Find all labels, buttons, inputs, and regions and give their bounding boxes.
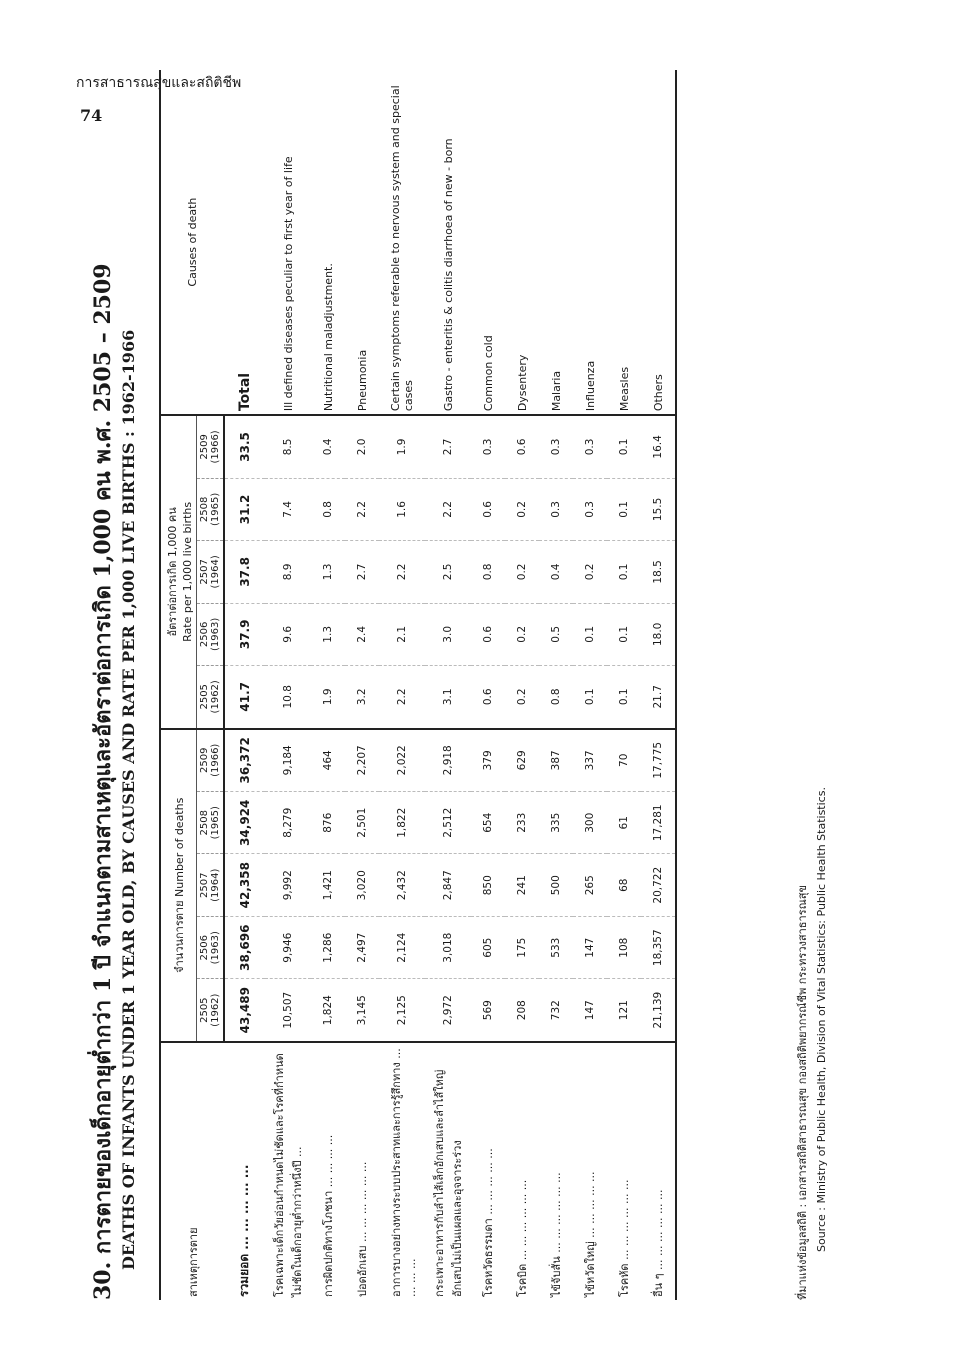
deaths-cell: 3,145 xyxy=(345,979,379,1042)
rate-cell: 33.5 xyxy=(224,415,265,478)
rate-cell: 31.2 xyxy=(224,478,265,540)
rate-cell: 0.4 xyxy=(539,541,573,603)
year-be: 2508 xyxy=(199,496,210,523)
rate-cell: 2.0 xyxy=(345,415,379,478)
rate-cell: 0.2 xyxy=(505,478,539,540)
rate-cell: 0.5 xyxy=(539,603,573,665)
cause-thai: การผิดปกติทางโภชนา ... ... ... ... xyxy=(322,1134,335,1297)
year-be: 2508 xyxy=(199,810,210,836)
table-row xyxy=(265,70,311,1300)
deaths-cell: 500 xyxy=(539,854,573,916)
rate-cell: 0.6 xyxy=(505,415,539,478)
deaths-cell: 533 xyxy=(539,916,573,978)
deaths-cell: 2,972 xyxy=(425,979,471,1042)
year-ce: (1964) xyxy=(210,868,221,902)
cause-thai: รวมยอด ... ... ... ... ... xyxy=(237,1164,251,1297)
rates-year-header xyxy=(197,478,225,540)
deaths-group-header: จำนวนการตาย Number of deaths xyxy=(160,729,197,1042)
deaths-cell: 2,847 xyxy=(425,854,471,916)
rates-year-header xyxy=(197,415,225,478)
title-thai: 30. การตายของเด็กอายุต่ำกว่า 1 ปี จำแนกตามสาเหตุและอัตราต่อการเกิด 1,000 คน พ.ศ. 2505 – 2509 xyxy=(90,263,116,1300)
deaths-cell: 34,924 xyxy=(224,792,265,854)
deaths-cell: 850 xyxy=(471,854,505,916)
rate-cell: 21.7 xyxy=(641,666,676,729)
page-number: 74 xyxy=(80,106,103,125)
deaths-cell: 1,824 xyxy=(311,979,345,1042)
cause-thai: โรคเฉพาะเด็กวัยอ่อนกำหนดไม่ชัดและโรคที่กำหนดไม่ชัดในเด็กอายุต่ำกว่าหนึ่งปี ... xyxy=(273,1053,304,1297)
deaths-cell: 121 xyxy=(607,979,641,1042)
rate-cell: 8.5 xyxy=(265,415,311,478)
title-english: DEATHS OF INFANTS UNDER 1 YEAR OLD, BY CAUSES AND RATE PER 1,000 LIVE BIRTHS : 1962-1966 xyxy=(119,329,138,1270)
deaths-cell: 2,125 xyxy=(379,979,425,1042)
table-body xyxy=(224,70,676,1300)
deaths-cell: 147 xyxy=(573,916,607,978)
deaths-cell: 3,020 xyxy=(345,854,379,916)
cause-thai: โรคหวัดธรรมดา ... ... ... ... ... xyxy=(482,1148,495,1297)
rate-cell: 0.8 xyxy=(539,666,573,729)
year-be: 2507 xyxy=(199,872,210,898)
rate-cell: 1.9 xyxy=(311,666,345,729)
cause-english: Total xyxy=(224,70,265,415)
rate-cell: 1.3 xyxy=(311,541,345,603)
rate-cell: 8.9 xyxy=(265,541,311,603)
deaths-year-header xyxy=(197,979,225,1042)
deaths-cell: 20,722 xyxy=(641,854,676,916)
running-head: การสาธารณสุขและสถิติชีพ xyxy=(76,75,242,91)
cause-thai: อาการบางอย่างทางระบบประสาทและการรู้สึกทาง ... ... ... ... xyxy=(389,1048,418,1297)
cause-english: Malaria xyxy=(539,70,573,415)
deaths-cell: 337 xyxy=(573,729,607,792)
deaths-cell: 147 xyxy=(573,979,607,1042)
table-row xyxy=(641,70,676,1300)
deaths-cell: 18,357 xyxy=(641,916,676,978)
deaths-cell: 233 xyxy=(505,792,539,854)
year-be: 2505 xyxy=(199,684,210,710)
table-row xyxy=(607,70,641,1300)
cause-english: Influenza xyxy=(573,70,607,415)
year-ce: (1966) xyxy=(210,743,221,777)
year-ce: (1965) xyxy=(210,806,221,840)
table-row xyxy=(224,70,265,1300)
deaths-cell: 1,286 xyxy=(311,916,345,978)
rate-cell: 9.6 xyxy=(265,603,311,665)
rate-cell: 0.1 xyxy=(573,603,607,665)
rate-cell: 18.5 xyxy=(641,541,676,603)
rate-cell: 0.1 xyxy=(573,666,607,729)
deaths-cell: 265 xyxy=(573,854,607,916)
rate-cell: 37.8 xyxy=(224,541,265,603)
table-row xyxy=(505,70,539,1300)
deaths-cell: 1,421 xyxy=(311,854,345,916)
cause-english: Pneumonia xyxy=(345,70,379,415)
rate-cell: 0.3 xyxy=(573,415,607,478)
table-row xyxy=(345,70,379,1300)
rate-cell: 0.2 xyxy=(505,541,539,603)
cause-thai: ปอดอักเสบ ... ... ... ... ... ... xyxy=(356,1161,369,1297)
cause-english: Certain symptoms referable to nervous system and special cases xyxy=(379,70,425,415)
source-thai: ที่มาแห่งข้อมูลสถิติ : เอกสารสถิติสาธารณสุข กองสถิติพยากรณ์ชีพ กระทรวงสาธารณสุข xyxy=(796,884,809,1300)
year-be: 2509 xyxy=(199,434,210,460)
rate-cell: 3.2 xyxy=(345,666,379,729)
cause-thai: อื่น ๆ ... ... ... ... ... ... xyxy=(641,1042,676,1300)
table-row xyxy=(539,70,573,1300)
deaths-cell: 2,497 xyxy=(345,916,379,978)
deaths-cell: 43,489 xyxy=(224,979,265,1042)
rate-cell: 15.5 xyxy=(641,478,676,540)
deaths-cell: 569 xyxy=(471,979,505,1042)
cause-english: Gastro - enteritis & colitis diarrhoea of new - born xyxy=(425,70,471,415)
deaths-cell: 876 xyxy=(311,792,345,854)
deaths-cell: 175 xyxy=(505,916,539,978)
year-be: 2507 xyxy=(199,559,210,585)
cause-thai: กระเพาะอาหารกับลำไส้เล็กอักเสบและลำไส้ใหญ่อักเสบไม่เป็นแผลและอุจจาระร่วง xyxy=(433,1069,464,1297)
table-row xyxy=(379,70,425,1300)
deaths-year-header xyxy=(197,792,225,854)
rate-cell: 0.3 xyxy=(539,478,573,540)
deaths-cell: 9,992 xyxy=(265,854,311,916)
deaths-cell: 17,775 xyxy=(641,729,676,792)
cause-english: Measles xyxy=(607,70,641,415)
deaths-year-header xyxy=(197,854,225,916)
deaths-cell: 42,358 xyxy=(224,854,265,916)
rate-cell: 2.1 xyxy=(379,603,425,665)
cause-header-thai: สาเหตุการตาย xyxy=(160,1042,224,1300)
cause-english: Nutritional maladjustment. xyxy=(311,70,345,415)
infant-deaths-table xyxy=(159,70,677,1300)
rates-year-header xyxy=(197,603,225,665)
deaths-cell: 379 xyxy=(471,729,505,792)
rate-cell: 0.3 xyxy=(539,415,573,478)
deaths-cell: 335 xyxy=(539,792,573,854)
deaths-cell: 70 xyxy=(607,729,641,792)
deaths-cell: 241 xyxy=(505,854,539,916)
rate-cell: 2.7 xyxy=(425,415,471,478)
rate-cell: 3.1 xyxy=(425,666,471,729)
rate-cell: 2.4 xyxy=(345,603,379,665)
cause-thai: โรคหัด ... ... ... ... ... ... xyxy=(618,1179,631,1297)
cause-english: Others xyxy=(641,70,676,415)
deaths-cell: 208 xyxy=(505,979,539,1042)
deaths-cell: 10,507 xyxy=(265,979,311,1042)
rate-cell: 37.9 xyxy=(224,603,265,665)
deaths-cell: 38,696 xyxy=(224,916,265,978)
deaths-cell: 654 xyxy=(471,792,505,854)
year-ce: (1963) xyxy=(210,617,221,651)
rate-cell: 2.7 xyxy=(345,541,379,603)
rate-cell: 0.8 xyxy=(471,541,505,603)
deaths-year-header xyxy=(197,916,225,978)
cause-header-english: Causes of death xyxy=(160,70,224,415)
rate-cell: 1.9 xyxy=(379,415,425,478)
deaths-cell: 387 xyxy=(539,729,573,792)
deaths-cell: 3,018 xyxy=(425,916,471,978)
deaths-cell: 732 xyxy=(539,979,573,1042)
table-row xyxy=(425,70,471,1300)
deaths-cell: 629 xyxy=(505,729,539,792)
deaths-cell: 2,501 xyxy=(345,792,379,854)
rate-cell: 2.2 xyxy=(425,478,471,540)
deaths-cell: 108 xyxy=(607,916,641,978)
rate-cell: 0.1 xyxy=(607,415,641,478)
year-ce: (1963) xyxy=(210,931,221,965)
year-ce: (1964) xyxy=(210,555,221,589)
deaths-cell: 2,512 xyxy=(425,792,471,854)
year-be: 2506 xyxy=(199,934,210,961)
deaths-cell: 605 xyxy=(471,916,505,978)
rate-cell: 0.6 xyxy=(471,666,505,729)
deaths-cell: 2,918 xyxy=(425,729,471,792)
deaths-cell: 9,946 xyxy=(265,916,311,978)
year-ce: (1962) xyxy=(210,993,221,1027)
year-ce: (1966) xyxy=(210,430,221,464)
rate-cell: 0.3 xyxy=(471,415,505,478)
year-ce: (1965) xyxy=(210,492,221,527)
rate-cell: 0.1 xyxy=(607,666,641,729)
table-row xyxy=(471,70,505,1300)
rate-header-thai: อัตราต่อการเกิด 1,000 คน xyxy=(166,507,179,637)
rate-cell: 2.2 xyxy=(345,478,379,540)
table-row xyxy=(573,70,607,1300)
rate-cell: 0.2 xyxy=(505,666,539,729)
rate-cell: 0.1 xyxy=(607,603,641,665)
deaths-year-header xyxy=(197,729,225,792)
deaths-cell: 21,139 xyxy=(641,979,676,1042)
rate-cell: 0.2 xyxy=(505,603,539,665)
table-row xyxy=(311,70,345,1300)
cause-thai: ไข้จับสั่น ... ... ... ... ... ... xyxy=(550,1172,563,1297)
rate-cell: 16.4 xyxy=(641,415,676,478)
rotated-table-page xyxy=(75,70,875,1300)
cause-english: Common cold xyxy=(471,70,505,415)
rate-header-english: Rate per 1,000 live births xyxy=(181,501,194,642)
rate-cell: 0.6 xyxy=(471,603,505,665)
deaths-cell: 300 xyxy=(573,792,607,854)
rate-cell: 41.7 xyxy=(224,666,265,729)
deaths-cell: 61 xyxy=(607,792,641,854)
rate-cell: 0.1 xyxy=(607,541,641,603)
rate-cell: 0.1 xyxy=(607,478,641,540)
year-be: 2505 xyxy=(199,997,210,1023)
rate-cell: 2.2 xyxy=(379,666,425,729)
deaths-cell: 2,432 xyxy=(379,854,425,916)
rate-cell: 10.8 xyxy=(265,666,311,729)
deaths-cell: 36,372 xyxy=(224,729,265,792)
deaths-cell: 1,822 xyxy=(379,792,425,854)
year-ce: (1962) xyxy=(210,680,221,714)
cause-thai: ไข้หวัดใหญ่ ... ... ... ... ... xyxy=(584,1171,597,1297)
rate-cell: 0.8 xyxy=(311,478,345,540)
rate-group-header xyxy=(160,415,197,728)
rate-cell: 1.3 xyxy=(311,603,345,665)
source-english: Source : Ministry of Public Health, Division of Vital Statistics: Public Health Statistics. xyxy=(815,787,828,1252)
rate-cell: 0.3 xyxy=(573,478,607,540)
rate-cell: 0.2 xyxy=(573,541,607,603)
rate-cell: 3.0 xyxy=(425,603,471,665)
deaths-cell: 2,022 xyxy=(379,729,425,792)
rate-cell: 2.5 xyxy=(425,541,471,603)
year-be: 2506 xyxy=(199,621,210,648)
rate-cell: 1.6 xyxy=(379,478,425,540)
rate-cell: 0.4 xyxy=(311,415,345,478)
rates-year-header xyxy=(197,541,225,603)
year-be: 2509 xyxy=(199,747,210,774)
cause-english: Dysentery xyxy=(505,70,539,415)
rate-cell: 18.0 xyxy=(641,603,676,665)
deaths-cell: 68 xyxy=(607,854,641,916)
deaths-cell: 2,207 xyxy=(345,729,379,792)
rates-year-header xyxy=(197,666,225,729)
cause-english: Ill defined diseases peculiar to first year of life xyxy=(265,70,311,415)
table-header-row-1 xyxy=(160,70,197,1300)
deaths-cell: 464 xyxy=(311,729,345,792)
deaths-cell: 17,281 xyxy=(641,792,676,854)
cause-thai: โรคบิด ... ... ... ... ... ... xyxy=(516,1179,529,1297)
deaths-cell: 9,184 xyxy=(265,729,311,792)
deaths-cell: 2,124 xyxy=(379,916,425,978)
deaths-cell: 8,279 xyxy=(265,792,311,854)
rate-cell: 2.2 xyxy=(379,541,425,603)
rate-cell: 0.6 xyxy=(471,478,505,540)
rate-cell: 7.4 xyxy=(265,478,311,540)
